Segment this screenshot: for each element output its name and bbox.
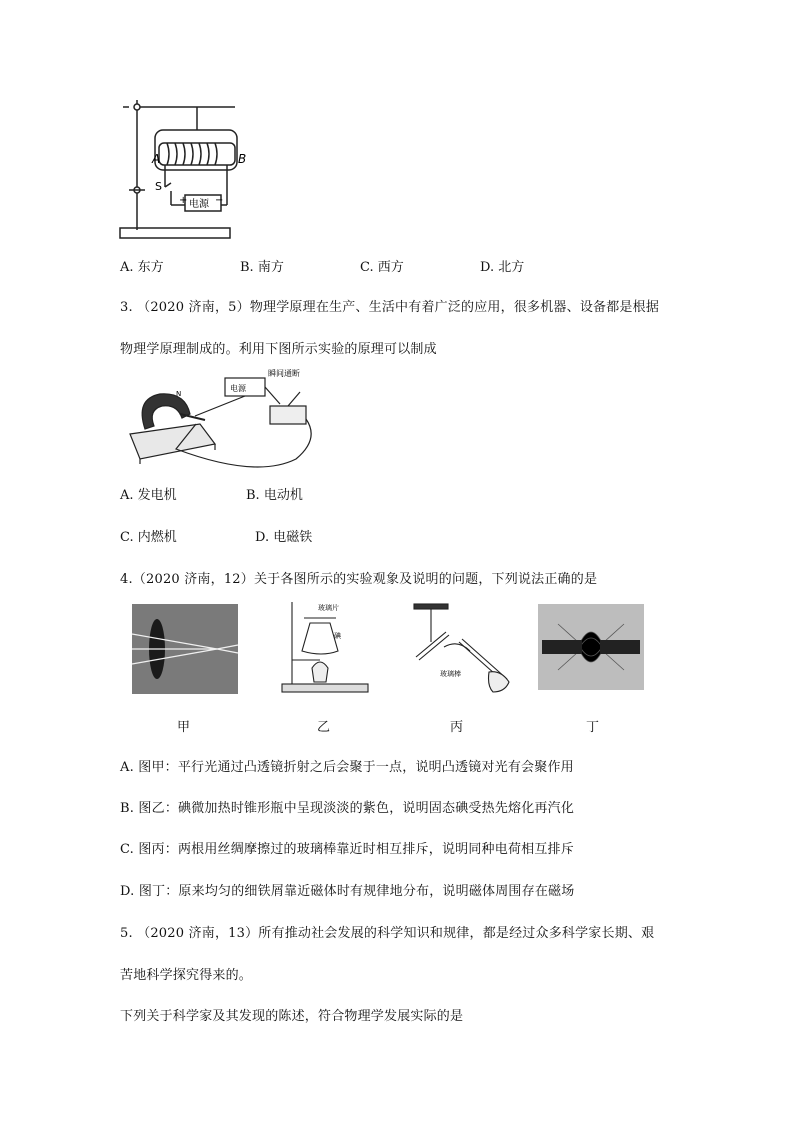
glass-sheet-label: 玻璃片 [318, 604, 339, 612]
coil-end-a-label: A [152, 152, 161, 166]
q3-stem-line2: 物理学原理制成的。利用下图所示实验的原理可以制成 [120, 342, 437, 357]
lens-photo [132, 604, 238, 694]
fig-switch-label: 瞬间通断 [268, 369, 300, 378]
caption-yi: 乙 [317, 720, 331, 735]
q2-option-d: D. 北方 [480, 260, 525, 275]
plus-label: + [179, 195, 188, 206]
iodine-label: 碘 [334, 632, 341, 640]
iodine-heating-figure [280, 598, 372, 694]
q5-stem-line2: 苦地科学探究得来的。 [120, 968, 253, 983]
glass-rod-label: 玻璃棒 [440, 670, 461, 678]
q4-option-a: A. 图甲：平行光通过凸透镜折射之后会聚于一点，说明凸透镜对光有会聚作用 [120, 760, 574, 775]
caption-jia: 甲 [177, 720, 191, 735]
q2-option-a: A. 东方 [120, 260, 164, 275]
q3-option-b: B. 电动机 [246, 488, 303, 503]
q3-option-c: C. 内燃机 [120, 530, 177, 545]
magnet-experiment-figure [120, 364, 320, 470]
glass-rod-figure [404, 602, 516, 698]
q3-stem-line1: 3. （2020 济南，5）物理学原理在生产、生活中有着广泛的应用，很多机器、设备都是根据 [120, 300, 660, 315]
q3-option-a: A. 发电机 [120, 488, 177, 503]
caption-ding: 丁 [586, 720, 600, 735]
coil-end-b-label: B [238, 152, 247, 166]
switch-s-label: S [155, 180, 162, 193]
iron-filings-photo [538, 604, 644, 690]
minus-label: − [215, 195, 224, 206]
fig-power-label: 电源 [230, 384, 246, 393]
q4-option-d: D. 图丁：原来均匀的细铁屑靠近磁体时有规律地分布，说明磁体周围存在磁场 [120, 884, 575, 899]
q4-stem: 4.（2020 济南，12）关于各图所示的实验观象及说明的问题，下列说法正确的是 [120, 572, 598, 587]
power-label: 电源 [189, 199, 209, 210]
caption-bing: 丙 [450, 720, 464, 735]
q2-option-c: C. 西方 [360, 260, 404, 275]
q4-option-b: B. 图乙：碘微加热时锥形瓶中呈现淡淡的紫色，说明固态碘受热先熔化再汽化 [120, 801, 575, 816]
q5-stem-line1: 5. （2020 济南，13）所有推动社会发展的科学知识和规律，都是经过众多科学家长期、艰 [120, 926, 655, 941]
q3-option-d: D. 电磁铁 [255, 530, 313, 545]
q4-option-c: C. 图丙：两根用丝绸摩擦过的玻璃棒靠近时相互排斥，说明同种电荷相互排斥 [120, 842, 574, 857]
q5-stem-line3: 下列关于科学家及其发现的陈述，符合物理学发展实际的是 [120, 1009, 464, 1024]
coil-stand-figure [115, 95, 245, 245]
fig-n-label: N [176, 390, 182, 398]
q2-option-b: B. 南方 [240, 260, 284, 275]
